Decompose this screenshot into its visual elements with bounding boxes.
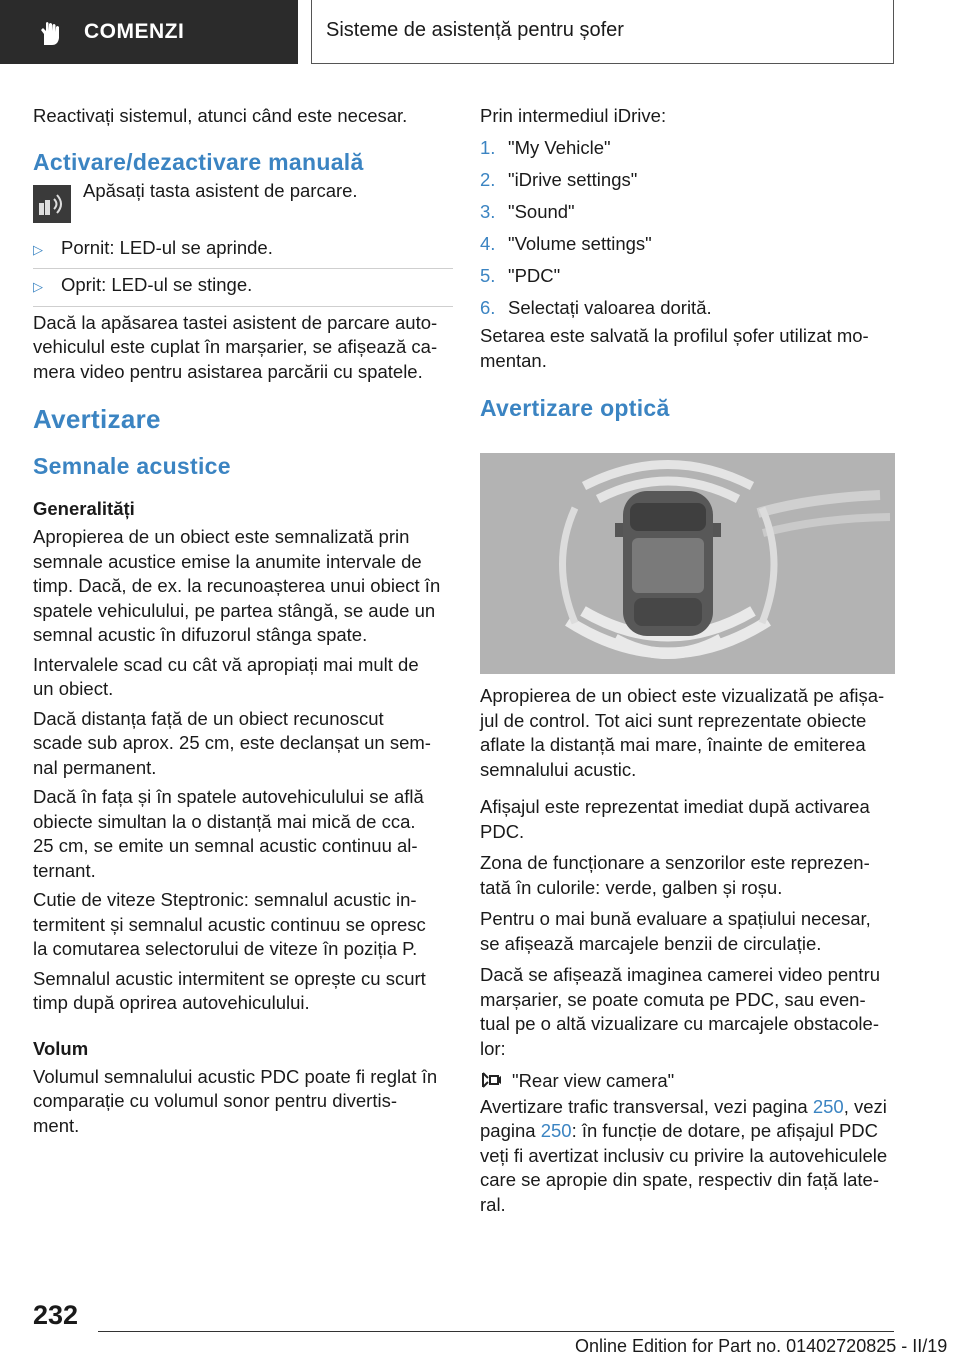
bullet-off: Oprit: LED-ul se stinge. xyxy=(61,274,253,295)
idrive-intro: Prin intermediul iDrive: xyxy=(480,105,667,126)
parking-key-row xyxy=(33,179,453,236)
volume-heading: Volum xyxy=(33,1037,89,1059)
pdc-illustration xyxy=(480,453,895,674)
edition-text: Online Edition for Part no. 01402720825 - II/19 xyxy=(575,1336,948,1356)
general-paragraph: Dacă distanța față de un obiect recunoscut scade sub aprox. 25 cm, este declanșat un sem- nal permanent. xyxy=(33,707,431,778)
page-link[interactable]: 250 xyxy=(812,1095,844,1117)
optical-paragraph: Zona de funcționare a senzorilor este reprezen- tată în culorile: verde, galben și roșu. xyxy=(480,852,870,898)
optical-paragraph: Dacă se afișează imaginea camerei video pentru marșarier, se poate comuta pe PDC, sau even- tual pe o altă vizualizare cu marcajele obstacole- lor: xyxy=(480,964,881,1059)
general-heading: Generalități xyxy=(33,498,135,519)
chapter-title: Sisteme de asistență pentru șofer xyxy=(326,19,624,41)
list-item: 6. Selectați valoarea dorită. xyxy=(480,296,712,318)
warning-heading: Avertizare xyxy=(33,404,161,434)
parking-assistant-key-icon xyxy=(33,185,71,223)
right-column-lower xyxy=(480,684,900,1217)
page-link[interactable]: 250 xyxy=(540,1120,572,1141)
list-item: 3. "Sound" xyxy=(480,200,575,222)
hand-icon xyxy=(38,20,64,46)
volume-paragraph: Volumul semnalului acustic PDC poate fi reglat în comparație cu volumul sonor pentru divertis- ment. xyxy=(33,1065,438,1136)
manual-heading: Activare/dezactivare manuală xyxy=(33,148,364,175)
camera-label: "Rear view camera" xyxy=(512,1070,675,1091)
list-item: 2. "iDrive settings" xyxy=(480,168,638,190)
general-paragraph: Intervalele scad cu cât vă apropiați mai mult de un obiect. xyxy=(33,653,419,699)
manual-instruction: Apăsați tasta asistent de parcare. xyxy=(83,179,358,201)
page-number: 232 xyxy=(33,1300,79,1330)
acoustic-heading: Semnale acustice xyxy=(33,453,231,479)
cross-traffic-paragraph: Avertizare trafic transversal, vezi pagina 250, vezi pagina 250: în funcție de dotare, pe afișajul PDC veți fi avertizat inclusiv cu privire la autovehiculele care se apropie din spate, respectiv din față late- ral. xyxy=(480,1095,888,1215)
general-paragraph: Semnalul acustic intermitent se oprește cu scurt timp după oprirea autovehiculului. xyxy=(33,967,426,1013)
steps-list xyxy=(480,136,900,321)
optical-heading: Avertizare optică xyxy=(480,395,670,421)
car-icon xyxy=(615,491,721,636)
triangle-bullet-icon: ▷ xyxy=(33,241,43,257)
intro-text: Reactivați sistemul, atunci când este necesar. xyxy=(33,105,408,126)
list-item: 4. "Volume settings" xyxy=(480,232,652,254)
camera-row xyxy=(480,1069,900,1094)
rear-camera-icon xyxy=(480,1071,502,1089)
chapter-header xyxy=(311,0,894,64)
general-paragraph: Apropierea de un obiect este semnalizată prin semnale acustice emise la anumite intervale de timp. Dacă, de ex. la recunoașterea unui obiect în spatele vehiculului, pe partea stângă, se aude un semnal acustic în difuzorul stânga spate. xyxy=(33,526,441,645)
saved-note: Setarea este salvată la profilul șofer utilizat mo- mentan. xyxy=(480,325,869,371)
general-paragraph: Cutie de viteze Steptronic: semnalul acustic in- termitent și semnalul acustic continuu se opresc la comutarea selectorului de viteze în poziția P. xyxy=(33,889,426,959)
section-tab xyxy=(0,0,298,64)
optical-paragraph: Pentru o mai bună evaluare a spațiului necesar, se afișează marcajele benzii de circulație. xyxy=(480,908,871,954)
list-item: 5. "PDC" xyxy=(480,264,561,286)
divider xyxy=(33,268,453,269)
optical-paragraph: Apropierea de un obiect este vizualizată pe afișa- jul de control. Tot aici sunt reprezentate obiecte aflate la distanță mai mare, înainte de emiterea semnalului acustic. xyxy=(480,685,885,780)
section-label: COMENZI xyxy=(84,20,185,43)
list-item: 1. "My Vehicle" xyxy=(480,136,611,158)
optical-paragraph: Afișajul este reprezentat imediat după activarea PDC. xyxy=(480,796,870,842)
right-column xyxy=(480,100,900,422)
general-paragraph: Dacă în fața și în spatele autovehiculului se află obiecte simultan la o distanță mai mică de cca. 25 cm, se emite un semnal acustic continuu al- ternant. xyxy=(33,786,424,881)
reverse-note: Dacă la apăsarea tastei asistent de parcare auto- vehiculul este cuplat în marșarier, se afișează ca- mera video pentru asistarea parcării cu spatele. xyxy=(33,311,438,382)
footer-rule xyxy=(98,1331,894,1332)
divider xyxy=(33,306,453,307)
bullet-on: Pornit: LED-ul se aprinde. xyxy=(61,236,273,258)
bullet-item xyxy=(33,236,453,263)
parking-sensor-icon xyxy=(33,185,71,223)
triangle-bullet-icon: ▷ xyxy=(33,279,43,294)
pdc-display-figure xyxy=(480,453,895,674)
left-column xyxy=(33,100,453,1138)
bullet-item xyxy=(33,273,453,300)
